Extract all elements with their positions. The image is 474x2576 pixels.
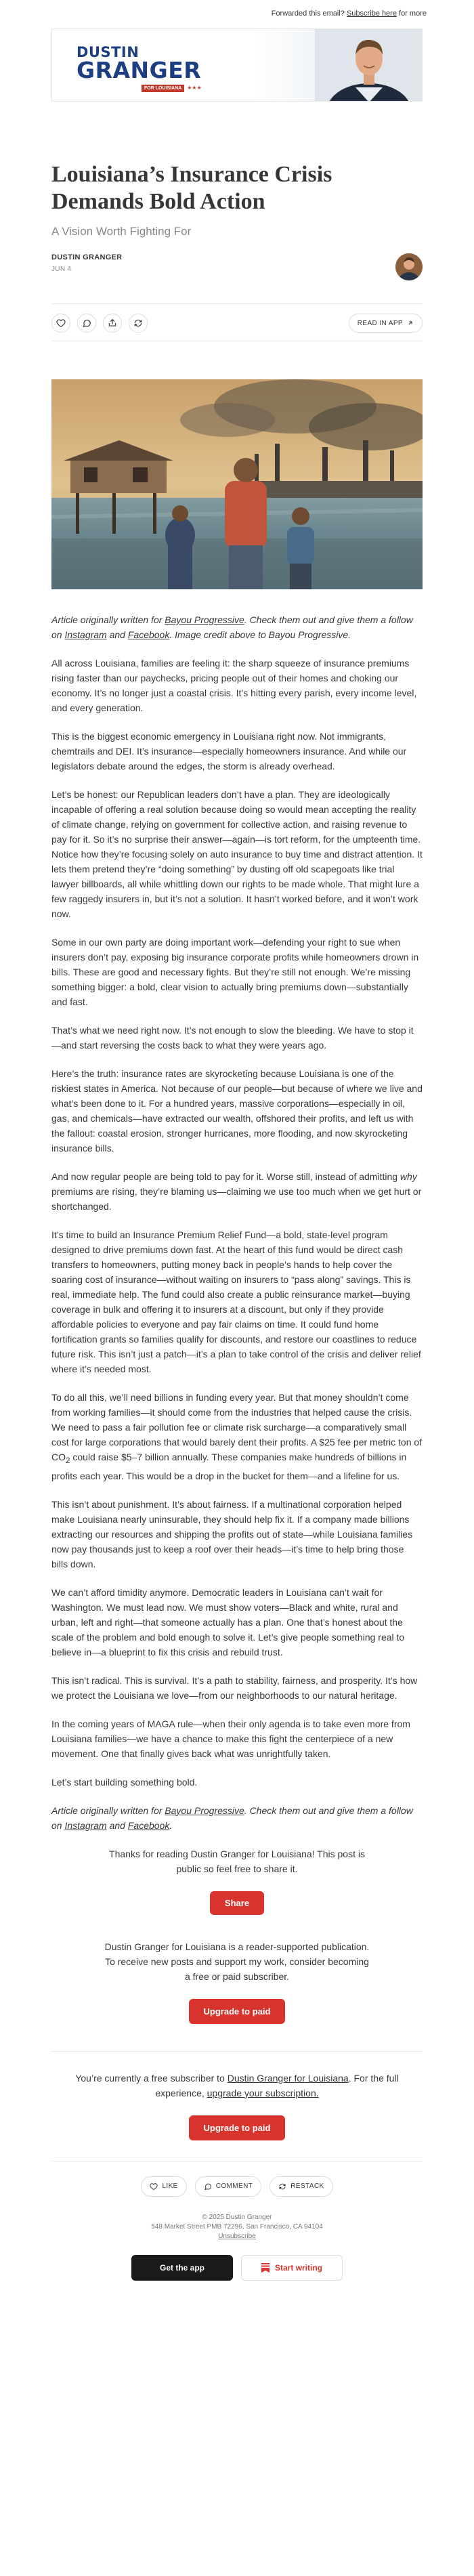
paragraph: This is the biggest economic emergency in Louisiana right now. Not immigrants, chemtrails and DEI. It’s insurance—especially homeowners insurance. And while our legislators debate around the edges, the storm is already overhead.: [51, 731, 407, 772]
paragraph: That’s what we need right now. It’s not enough to slow the bleeding. We have to stop it—and start reversing the costs back to what they were years ago.: [51, 1025, 414, 1051]
post-subtitle: A Vision Worth Fighting For: [51, 225, 192, 238]
instagram-link[interactable]: Instagram: [64, 629, 107, 640]
subscribe-prompt: Dustin Granger for Louisiana is a reader-supported publication. To receive new posts and support my work, consider becoming a free or paid subscriber.: [104, 1941, 370, 1982]
forward-notice: Forwarded this email? Subscribe here for more: [271, 9, 427, 18]
upgrade-to-paid-button[interactable]: Upgrade to paid: [189, 1999, 286, 2024]
heart-icon: [56, 318, 66, 328]
comment-button[interactable]: [77, 314, 96, 333]
paragraph: Here’s the truth: insurance rates are skyrocketing because Louisiana is one of the riskiest states in America. Not because of our people—but because of where we live and what’s been done to it. For a hundred years, massive corporations—especially in oil, gas, and chemicals—have extracted our wealth, offshored their profits, and left us with the fallout: coastal erosion, stronger hurricanes, more flooding, and now skyrocketing insurance bills.: [51, 1068, 423, 1154]
brand-logo: DUSTIN GRANGER FOR LOUISIANA ★★★: [77, 44, 202, 91]
share-prompt: Thanks for reading Dustin Granger for Louisiana! This post is public so feel free to share it.: [109, 1848, 365, 1874]
author-avatar[interactable]: [395, 253, 423, 280]
comment-icon: [82, 318, 91, 328]
post-title: Louisiana’s Insurance Crisis Demands Bold Action: [51, 162, 332, 214]
facebook-link[interactable]: Facebook: [127, 1819, 170, 1831]
substack-logo-icon: [261, 2263, 270, 2273]
byline: [51, 253, 423, 286]
footer-restack-button[interactable]: RESTACK: [270, 2176, 332, 2197]
divider: [51, 2051, 423, 2052]
footer-actions: [0, 2176, 474, 2197]
hero-image[interactable]: [51, 379, 423, 589]
author-name[interactable]: DUSTIN GRANGER: [51, 253, 123, 261]
publication-link[interactable]: Dustin Granger for Louisiana: [227, 2072, 349, 2084]
subscribe-link[interactable]: Subscribe here: [346, 9, 397, 18]
get-the-app-button[interactable]: Get the app: [131, 2255, 233, 2281]
paragraph: Let’s be honest: our Republican leaders don’t have a plan. They are ideologically incapable of offering a real solution because doing so would mean accepting the reality of climate change, relying on government for collective action, and raising revenue to pay for it. So it’s no surprise their answer—again—is tort reform, for the umpteenth time. Notice how they’re focusing solely on auto insurance to buy time and distract attention. It lets them pretend they’re “doing something” by dusting off old scapegoats like trial lawyer billboards, all while whittling down our rights to be made whole. That might lure a few raggedy insurers in, but it’s not a solution. It hasn’t worked before, and it won’t work now.: [51, 789, 423, 919]
bayou-progressive-link[interactable]: Bayou Progressive: [165, 614, 244, 625]
start-writing-button[interactable]: Start writing: [241, 2255, 343, 2281]
paragraph: All across Louisiana, families are feeling it: the sharp squeeze of insurance premiums rising faster than our paychecks, pricing people out of their homes and choking our economy. It’s no longer just a coastal crisis. It’s hitting every parish, every income level, and every generation.: [51, 658, 417, 713]
paragraph: This isn’t about punishment. It’s about fairness. If a multinational corporation helped make Louisiana nearly uninsurable, they should help fix it. If a company made billions extracting our resources and shipping the profits out of state—while Louisiana families now pay thousands just to keep a roof over their heads—it’s time to help bring those bills down.: [51, 1498, 413, 1569]
restack-icon: [133, 318, 143, 328]
share-button[interactable]: [103, 314, 122, 333]
comment-icon: [204, 2182, 212, 2191]
paragraph: Let’s start building something bold.: [51, 1776, 198, 1788]
restack-button[interactable]: [129, 314, 148, 333]
restack-icon: [278, 2182, 286, 2191]
publication-banner[interactable]: [51, 28, 423, 102]
instagram-link[interactable]: Instagram: [64, 1819, 107, 1831]
free-subscriber-notice: You’re currently a free subscriber to Dustin Granger for Louisiana. For the full experience, upgrade your subscription.: [75, 2072, 399, 2098]
paragraph: In the coming years of MAGA rule—when their only agenda is to take even more from Louisiana families—we have a chance to make this fight the centerpiece of a new movement. One that finally gives back what was unrightfully taken.: [51, 1718, 410, 1759]
facebook-link[interactable]: Facebook: [127, 629, 170, 640]
post-actions-bar: [51, 303, 423, 341]
share-cta-button[interactable]: Share: [210, 1891, 264, 1915]
article-credit-footer: Article originally written for Bayou Progressive. Check them out and give them a follow on Instagram and Facebook.: [51, 1804, 413, 1831]
post-body: [51, 612, 423, 1833]
upgrade-to-paid-button-2[interactable]: Upgrade to paid: [189, 2115, 286, 2140]
post-date: JUN 4: [51, 266, 72, 273]
share-icon: [108, 318, 117, 328]
paragraph: And now regular people are being told to pay for it. Worse still, instead of admitting why premiums are rising, they’re blaming us—claiming we use too much when we get hurt or shortchanged.: [51, 1171, 422, 1212]
read-in-app-button[interactable]: READ IN APP: [349, 314, 423, 333]
article-credit: Article originally written for Bayou Progressive. Check them out and give them a follow on Instagram and Facebook. Image credit above to Bayou Progressive.: [51, 614, 413, 640]
footer-legal: © 2025 Dustin Granger 548 Market Street PMB 72296, San Francisco, CA 94104 Unsubscribe: [151, 2213, 323, 2240]
paragraph: This isn’t radical. This is survival. It’s a path to stability, fairness, and prosperity. It’s how we protect the Louisiana we love—from our neighborhoods to our natural heritage.: [51, 1674, 418, 1701]
paragraph: It’s time to build an Insurance Premium Relief Fund—a bold, state-level program designed to drive premiums down fast. At the heart of this fund would be direct cash transfers to homeowners, putting money back in people’s hands to help cover the soaring cost of insurance—without waiting on insurers to “pass along” savings. This is real, immediate help. The fund could also create a public reinsurance market—buying coverage in bulk and offering it to insurers at a discount, but only if they provide affordable policies to everyone and pay fair claims on time. It could fund home fortification grants so families qualify for discounts, and restore our coastlines to reduce future risk. This isn’t just a patch—it’s a plan to take control of the crisis and deliver relief where it’s needed most.: [51, 1229, 421, 1374]
footer-like-button[interactable]: LIKE: [141, 2176, 186, 2197]
bayou-progressive-link[interactable]: Bayou Progressive: [165, 1804, 244, 1816]
like-button[interactable]: [51, 314, 70, 333]
banner-portrait: [315, 29, 416, 102]
paragraph: We can’t afford timidity anymore. Democratic leaders in Louisiana can’t wait for Washington. We must lead now. We must show voters—Black and white, rural and urban, left and right—that someone actually has a plan. One that’s honest about the scale of the problem and bold enough to solve it. Let’s give people something real to believe in—a blueprint to fix this crisis and rebuild trust.: [51, 1586, 405, 1657]
paragraph: To do all this, we’ll need billions in funding every year. But that money shouldn’t come from working families—it should come from the industries that helped cause the crisis. We need to pass a fair pollution fee or climate risk surcharge—a comparatively small cost for large corporations that would barely dent their profits. A $25 fee per metric ton of $CO_2$ could raise $5–7 billion annually. These companies make hundreds of billions in profits each year. This would be a drop in the bucket for them—and a lifeline for us.: [51, 1392, 423, 1481]
app-buttons: [0, 2255, 474, 2281]
external-arrow-icon: [407, 320, 414, 326]
unsubscribe-link[interactable]: Unsubscribe: [218, 2232, 256, 2240]
heart-icon: [150, 2182, 158, 2191]
upgrade-subscription-link[interactable]: upgrade your subscription.: [207, 2087, 319, 2098]
paragraph: Some in our own party are doing important work—defending your right to sue when insurers don’t pay, exposing big insurance corporate profits while homeowners drown in bills. These are good and necessary fights. But they’re still not enough. We’re missing something bigger: a bold, clear vision to actually bring premiums down—substantially and fast.: [51, 937, 419, 1007]
footer-comment-button[interactable]: COMMENT: [195, 2176, 261, 2197]
